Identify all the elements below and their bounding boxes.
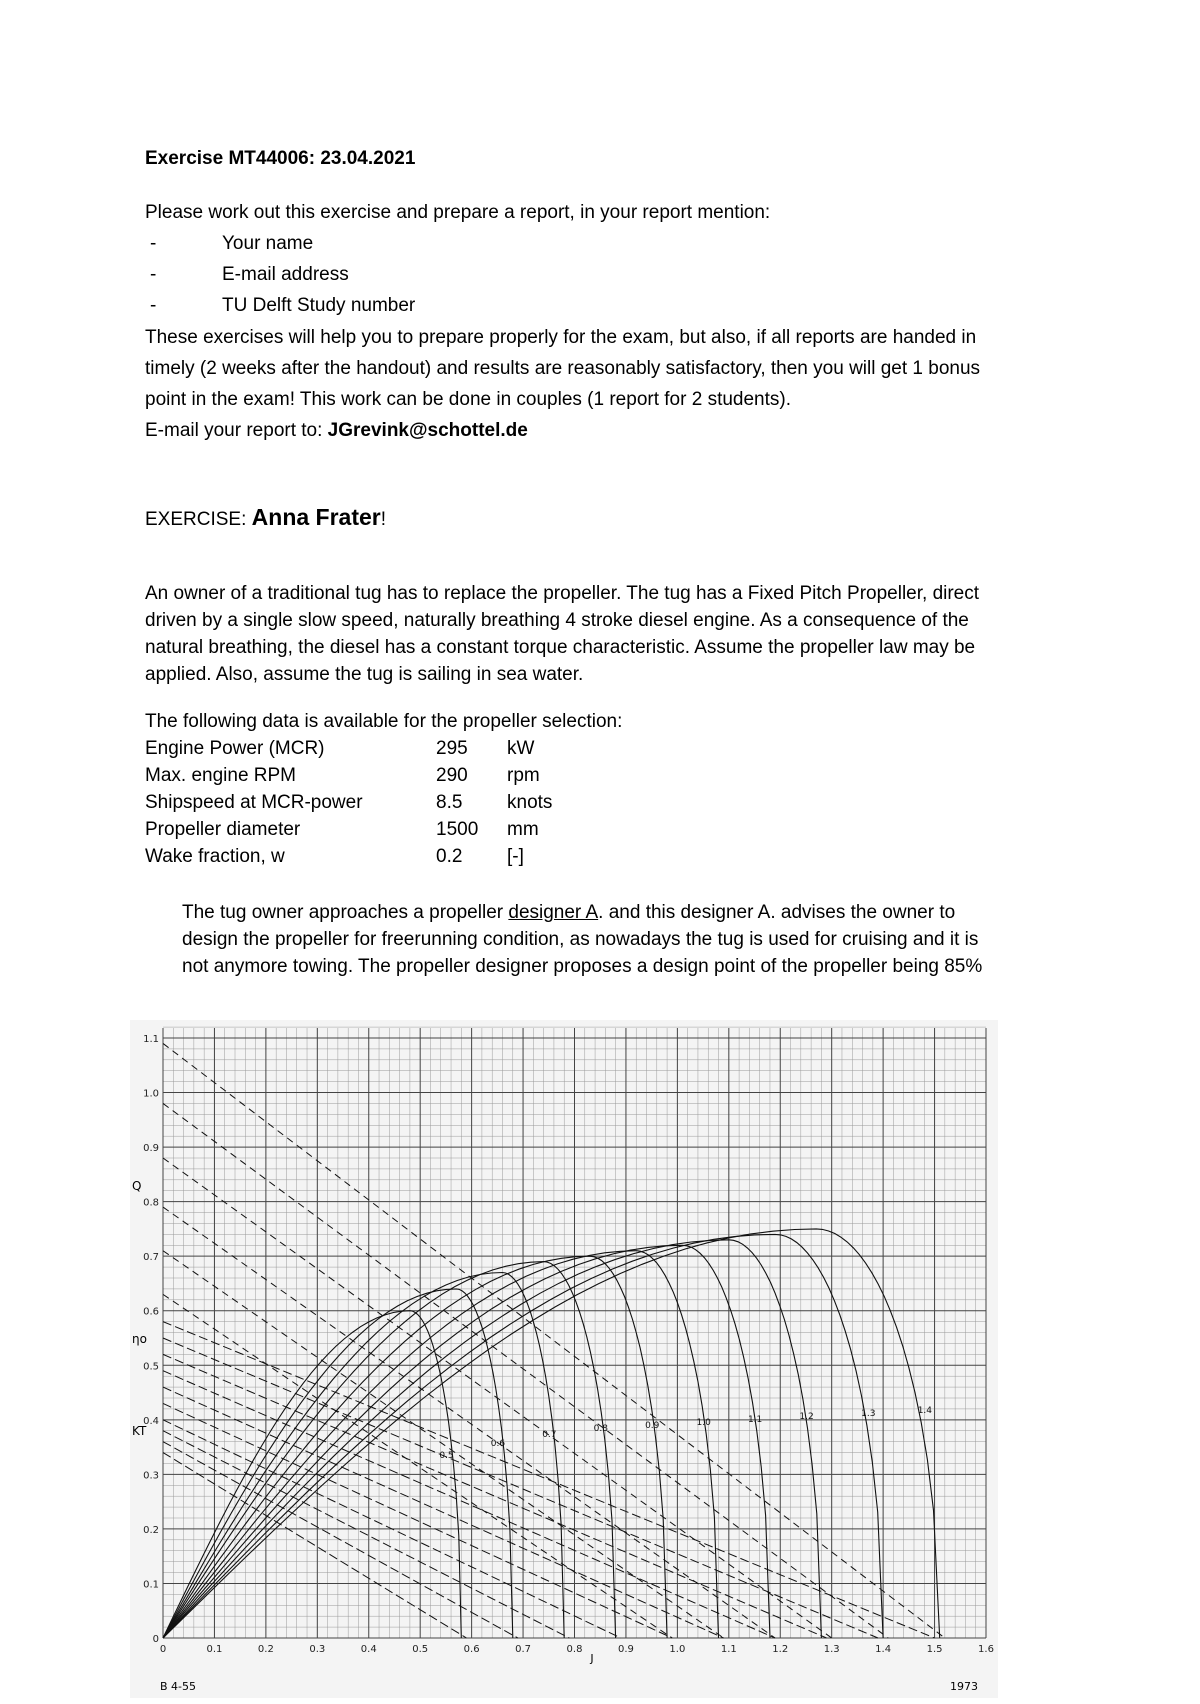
kq-curve (163, 1103, 888, 1638)
chart-ylabel-kt: KT (132, 1424, 147, 1438)
chart-xlabel: J (590, 1652, 594, 1665)
exercise-title: Exercise MT44006: 23.04.2021 (145, 148, 416, 169)
x-tick-label: 1.6 (978, 1644, 994, 1655)
data-intro: The following data is available for the propeller selection: (145, 711, 623, 732)
y-tick-label: 1.1 (143, 1034, 159, 1045)
x-tick-label: 1.4 (875, 1644, 892, 1655)
paragraph-line: timely (2 weeks after the handout) and results are reasonably satisfactory, then you will get 1 bonus (145, 358, 981, 379)
x-tick-label: 0 (159, 1644, 167, 1655)
y-tick-label: 0.8 (143, 1197, 159, 1209)
problem-line: natural breathing, the diesel has a constant torque characteristic. Assume the propeller law may be (145, 637, 976, 658)
y-tick-label: 1.0 (143, 1088, 159, 1100)
designer-link: designer A (508, 902, 599, 923)
kt-curve (163, 1371, 775, 1638)
pitch-ratio-label: 0.8 (593, 1424, 608, 1434)
x-tick-label: 0.3 (309, 1644, 326, 1655)
x-tick-label: 0.6 (463, 1644, 480, 1655)
pitch-ratio-label: 0.6 (490, 1439, 506, 1449)
y-tick-label: 0.5 (143, 1361, 159, 1373)
x-tick-label: 1.1 (720, 1644, 737, 1655)
problem-line: driven by a single slow speed, naturally breathing 4 stroke diesel engine. As a consequence of the (145, 610, 969, 631)
pitch-ratio-label: 1.1 (747, 1415, 763, 1425)
pitch-ratio-label: 0.7 (542, 1430, 557, 1440)
chart-ylabel-eta: ηo (132, 1332, 147, 1346)
kt-curve (163, 1338, 878, 1638)
designer-line: not anymore towing. The propeller designer proposes a design point of the propeller being 85% (182, 956, 983, 977)
x-tick-label: 0.9 (617, 1644, 634, 1655)
x-tick-label: 0.2 (257, 1644, 274, 1655)
y-tick-label: 0.7 (143, 1252, 159, 1264)
chart-footer-right: 1973 (950, 1680, 978, 1693)
x-tick-label: 0.4 (360, 1644, 377, 1655)
y-tick-label: 0.6 (143, 1306, 159, 1318)
email-address[interactable]: JGrevink@schottel.de (327, 420, 528, 441)
chart-footer-left: B 4-55 (160, 1680, 197, 1693)
paragraph-line: point in the exam! This work can be done in couples (1 report for 2 students). (145, 389, 791, 410)
y-tick-label: 0.9 (143, 1143, 159, 1155)
y-tick-label: 0.3 (143, 1470, 159, 1482)
kq-curve (163, 1251, 724, 1638)
x-tick-label: 0.1 (206, 1644, 223, 1655)
problem-line: An owner of a traditional tug has to replace the propeller. The tug has a Fixed Pitch Propeller, direct (145, 583, 980, 604)
email-line: E-mail your report to: JGrevink@schottel.de (145, 420, 528, 441)
x-tick-label: 0.5 (412, 1644, 429, 1655)
exercise-heading: EXERCISE: Anna Frater! (145, 504, 387, 530)
pitch-ratio-label: 0.9 (645, 1421, 660, 1431)
chart-svg (130, 1020, 998, 1698)
problem-line: applied. Also, assume the tug is sailing in sea water. (145, 664, 584, 685)
x-tick-label: 0.7 (515, 1644, 532, 1655)
x-tick-label: 1.2 (772, 1644, 789, 1655)
pitch-ratio-label: 1.4 (917, 1406, 933, 1416)
y-tick-label: 0.1 (143, 1579, 159, 1591)
kq-curve (163, 1207, 775, 1638)
designer-line: The tug owner approaches a propeller designer A. and this designer A. advises the owner to (182, 902, 956, 923)
pitch-ratio-label: 1.3 (861, 1409, 876, 1419)
y-tick-label: 0.4 (143, 1415, 159, 1427)
student-name: Anna Frater (251, 504, 381, 530)
pitch-ratio-label: 1.0 (696, 1418, 711, 1428)
x-tick-label: 1.0 (669, 1644, 686, 1655)
x-tick-label: 1.5 (926, 1644, 943, 1655)
y-tick-label: 0.2 (143, 1524, 159, 1536)
x-tick-label: 0.8 (566, 1644, 583, 1655)
propeller-open-water-chart (130, 1020, 998, 1698)
intro-text: Please work out this exercise and prepare a report, in your report mention: (145, 202, 771, 223)
pitch-ratio-label: 0.5 (439, 1451, 454, 1461)
kt-curve (163, 1387, 724, 1638)
kq-curve (163, 1294, 672, 1638)
pitch-ratio-label: 1.2 (799, 1412, 814, 1422)
chart-ylabel-q: Q (132, 1179, 142, 1193)
paragraph-line: These exercises will help you to prepare properly for the exam, but also, if all reports are handed in (145, 327, 977, 348)
x-tick-label: 1.3 (823, 1644, 840, 1655)
y-tick-label: 0 (152, 1634, 159, 1645)
designer-line: design the propeller for freerunning condition, as nowadays the tug is used for cruising and it is (182, 929, 979, 950)
kt-curve (163, 1431, 569, 1638)
